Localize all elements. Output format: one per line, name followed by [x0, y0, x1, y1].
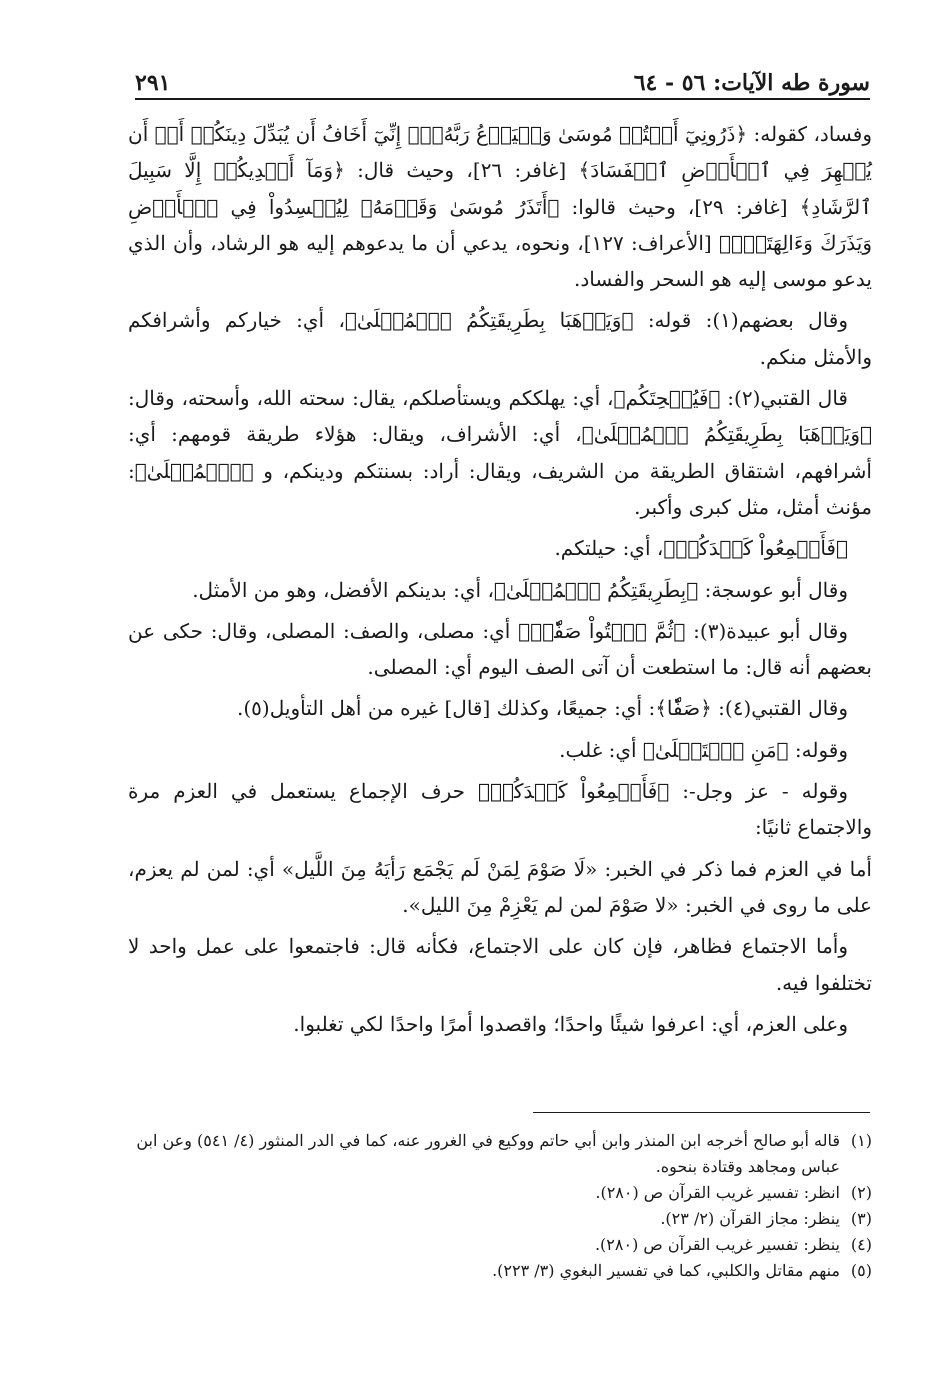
footnote-text: انظر: تفسير غريب القرآن ص (٢٨٠). — [595, 1183, 840, 1202]
footnote-number: (٢) — [850, 1183, 872, 1202]
footnote — [132, 1180, 872, 1206]
paragraph: وقال أبو عبيدة(٣): ﴿ثُمَّ ٱئۡتُواْ صَفّٗاۚ﴾ أي: مصلى، والصف: المصلى، وقال: حكى عن بعضهم أنه قال: ما استطعت أن آتى الصف اليوم أي: المصلى. — [128, 618, 872, 680]
footnote-number: (٤) — [850, 1235, 872, 1254]
page-number: ٢٩١ — [135, 70, 171, 96]
footnote — [132, 1232, 872, 1258]
footnote-divider — [533, 1112, 870, 1113]
paragraph: وعلى العزم، أي: اعرفوا شيئًا واحدًا؛ واقصدوا أمرًا واحدًا لكي تغلبوا. — [293, 1011, 848, 1036]
paragraph: قال القتبي(٢): ﴿فَيُسۡحِتَكُم﴾، أي: يهلككم ويستأصلكم، يقال: سحته الله، وأسحته، وقال: ﴿وَيَذۡهَبَا بِطَرِيقَتِكُمُ ٱلۡمُثۡلَىٰ﴾، أي: الأشراف، ويقال: هؤلاء طريقة قومهم: أي: أشرافهم، اشتقاق الطريقة من الشريف، ويقال: أراد: بسنتكم ودينكم، و ﴿ٱلۡمُثۡلَىٰ﴾: مؤنث أمثل، مثل كبرى وأكبر. — [128, 386, 872, 519]
header-divider — [135, 98, 870, 100]
footnotes — [132, 1128, 872, 1284]
surah-title: سورة طه الآيات: ٥٦ - ٦٤ — [633, 70, 870, 96]
footnote — [132, 1206, 872, 1232]
paragraph: وقوله: ﴿مَنِ ٱسۡتَعۡلَىٰ﴾ أي: غلب. — [559, 737, 848, 762]
paragraph: وقال القتبي(٤): ﴿صَفّٗا﴾: أي: جميعًا، وكذلك [قال] غيره من أهل التأويل(٥). — [237, 696, 848, 721]
footnote — [132, 1128, 872, 1180]
footnote-number: (٥) — [850, 1261, 872, 1280]
paragraph: وقال بعضهم(١): قوله: ﴿وَيَذۡهَبَا بِطَرِيقَتِكُمُ ٱلۡمُثۡلَىٰ﴾، أي: خياركم وأشرافكم والأمثل منكم. — [128, 308, 872, 369]
paragraph: وأما الاجتماع فظاهر، فإن كان على الاجتماع، فكأنه قال: فاجتمعوا على عمل واحد لا تختلفوا فيه. — [128, 934, 872, 995]
running-header — [135, 60, 870, 96]
main-text — [128, 116, 872, 1042]
footnote-number: (٣) — [850, 1209, 872, 1228]
footnote-text: ينظر: مجاز القرآن (٢/ ٢٣). — [660, 1209, 840, 1228]
footnote-text: منهم مقاتل والكلبي، كما في تفسير البغوي (٣/ ٢٢٣). — [492, 1261, 840, 1280]
footnote-text: قاله أبو صالح أخرجه ابن المنذر وابن أبي حاتم ووكيع في الغرور عنه، كما في الدر المنثور (٤/ ٥٤١) وعن ابن عباس ومجاهد وقتادة بنحوه. — [136, 1131, 840, 1176]
footnote-number: (١) — [850, 1131, 872, 1150]
paragraph: وقوله - عز وجل-: ﴿فَأَجۡمِعُواْ كَيۡدَكُمۡ﴾ حرف الإجماع يستعمل في العزم مرة والاجتماع ثانيًا: — [128, 779, 872, 840]
paragraph: وفساد، كقوله: ﴿ذَرُونِيٓ أَقۡتُلۡ مُوسَىٰ وَلۡيَدۡعُ رَبَّهُۥٓۖ إِنِّيٓ أَخَافُ أَن يُبَدِّلَ دِينَكُمۡ أَوۡ أَن يُظۡهِرَ فِي ٱلۡأَرۡضِ ٱلۡفَسَادَ﴾ [غافر: ٢٦]، وحيث قال: ﴿وَمَآ أَهۡدِيكُمۡ إِلَّا سَبِيلَ ٱلرَّشَادِ﴾ [غافر: ٢٩]، وحيث قالوا: ﴿أَتَذَرُ مُوسَىٰ وَقَوۡمَهُۥ لِيُفۡسِدُواْ فِي ٱلۡأَرۡضِ وَيَذَرَكَ وَءَالِهَتَكَۚ﴾ [الأعراف: ١٢٧]، ونحوه، يدعي أن ما يدعوهم إليه هو الرشاد، وأن الذي يدعو موسى إليه هو السحر والفساد. — [128, 122, 872, 292]
footnote — [132, 1258, 872, 1284]
footnote-text: ينظر: تفسير غريب القرآن ص (٢٨٠). — [594, 1235, 840, 1254]
paragraph: ﴿فَأَجۡمِعُواْ كَيۡدَكُمۡ﴾، أي: حيلتكم. — [554, 536, 848, 561]
paragraph: وقال أبو عوسجة: ﴿بِطَرِيقَتِكُمُ ٱلۡمُثۡلَىٰ﴾، أي: بدينكم الأفضل، وهو من الأمثل. — [192, 577, 848, 602]
paragraph: أما في العزم فما ذكر في الخبر: «لَا صَوْمَ لِمَنْ لَم يَجْمَع رَأيَهُ مِنَ اللَّيل» أي: لمن لم يعزم، على ما روى في الخبر: «لا صَوْمَ لمن لم يَعْزِمْ مِنَ الليل». — [128, 856, 872, 917]
